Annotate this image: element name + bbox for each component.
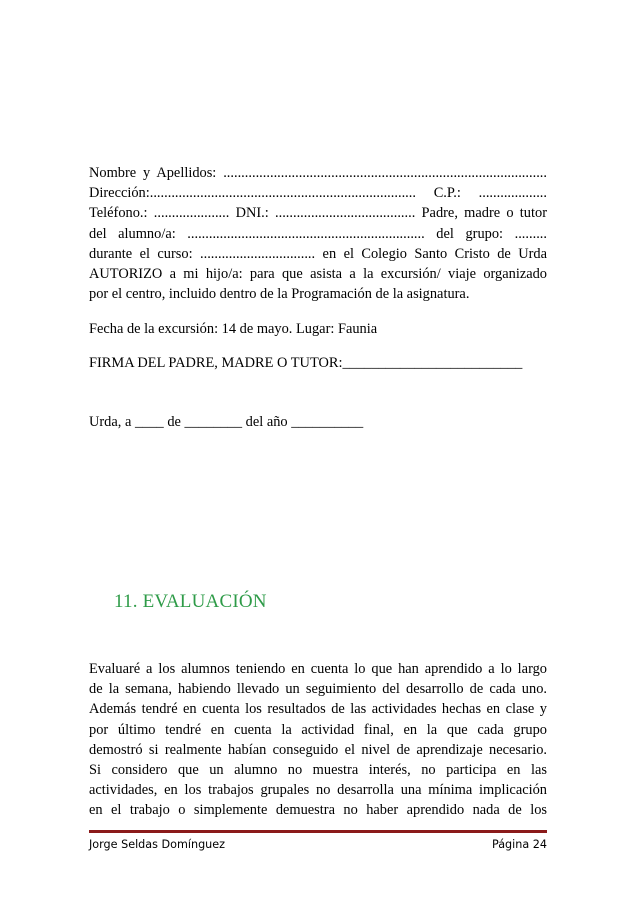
paragraph-line: Evaluaré a los alumnos teniendo en cuenta lo que han aprendido a lo largo [89, 661, 547, 677]
form-line-authorize: AUTORIZO a mi hijo/a: para que asista a la excursión/ viaje organizado [89, 266, 547, 283]
form-line-student: del alumno/a: .................................................................. del grupo: ......... [89, 225, 547, 242]
form-line-phone: Teléfono.: ..................... DNI.: ....................................... Padre, madre o tutor [89, 205, 547, 222]
page-footer [89, 838, 547, 851]
paragraph-line: Además tendré en cuenta los resultados de las actividades hechas en clase y [89, 701, 547, 718]
paragraph-line: Si considero que un alumno no muestra interés, no participa en las [89, 762, 547, 779]
paragraph-line: actividades, en los trabajos grupales no desarrolla una mínima implicación [89, 782, 547, 799]
paragraph-line: demostró si realmente habían conseguido el nivel de aprendizaje necesario. [89, 741, 547, 758]
footer-page-number: Página 24 [491, 838, 547, 851]
signature-line: FIRMA DEL PADRE, MADRE O TUTOR:_________________________ [89, 355, 523, 371]
paragraph-line: en el trabajo o simplemente demuestra no haber aprendido nada de los [89, 802, 547, 819]
footer-author: Jorge Seldas Domínguez [89, 838, 226, 851]
footer-divider [89, 830, 547, 833]
form-line-address: Dirección:.......................................................................... C.P.: ................... [89, 185, 547, 202]
paragraph-line: por último tendré en cuenta la actividad final, en la que cada grupo [89, 721, 547, 738]
form-line-program: por el centro, incluido dentro de la Programación de la asignatura. [89, 286, 470, 303]
authorization-form [89, 163, 547, 304]
paragraph-line: de la semana, habiendo llevado un seguimiento del desarrollo de cada uno. [89, 681, 547, 698]
evaluation-paragraph [89, 659, 547, 821]
place-date-line: Urda, a ____ de ________ del año __________ [89, 414, 364, 430]
section-heading: 11. EVALUACIÓN [114, 591, 267, 612]
form-line-course: durante el curso: ................................ en el Colegio Santo Cristo de Urda [89, 245, 547, 262]
excursion-date: Fecha de la excursión: 14 de mayo. Lugar: Faunia [89, 321, 378, 337]
form-line-name: Nombre y Apellidos: .......................................................................................... [89, 165, 547, 181]
